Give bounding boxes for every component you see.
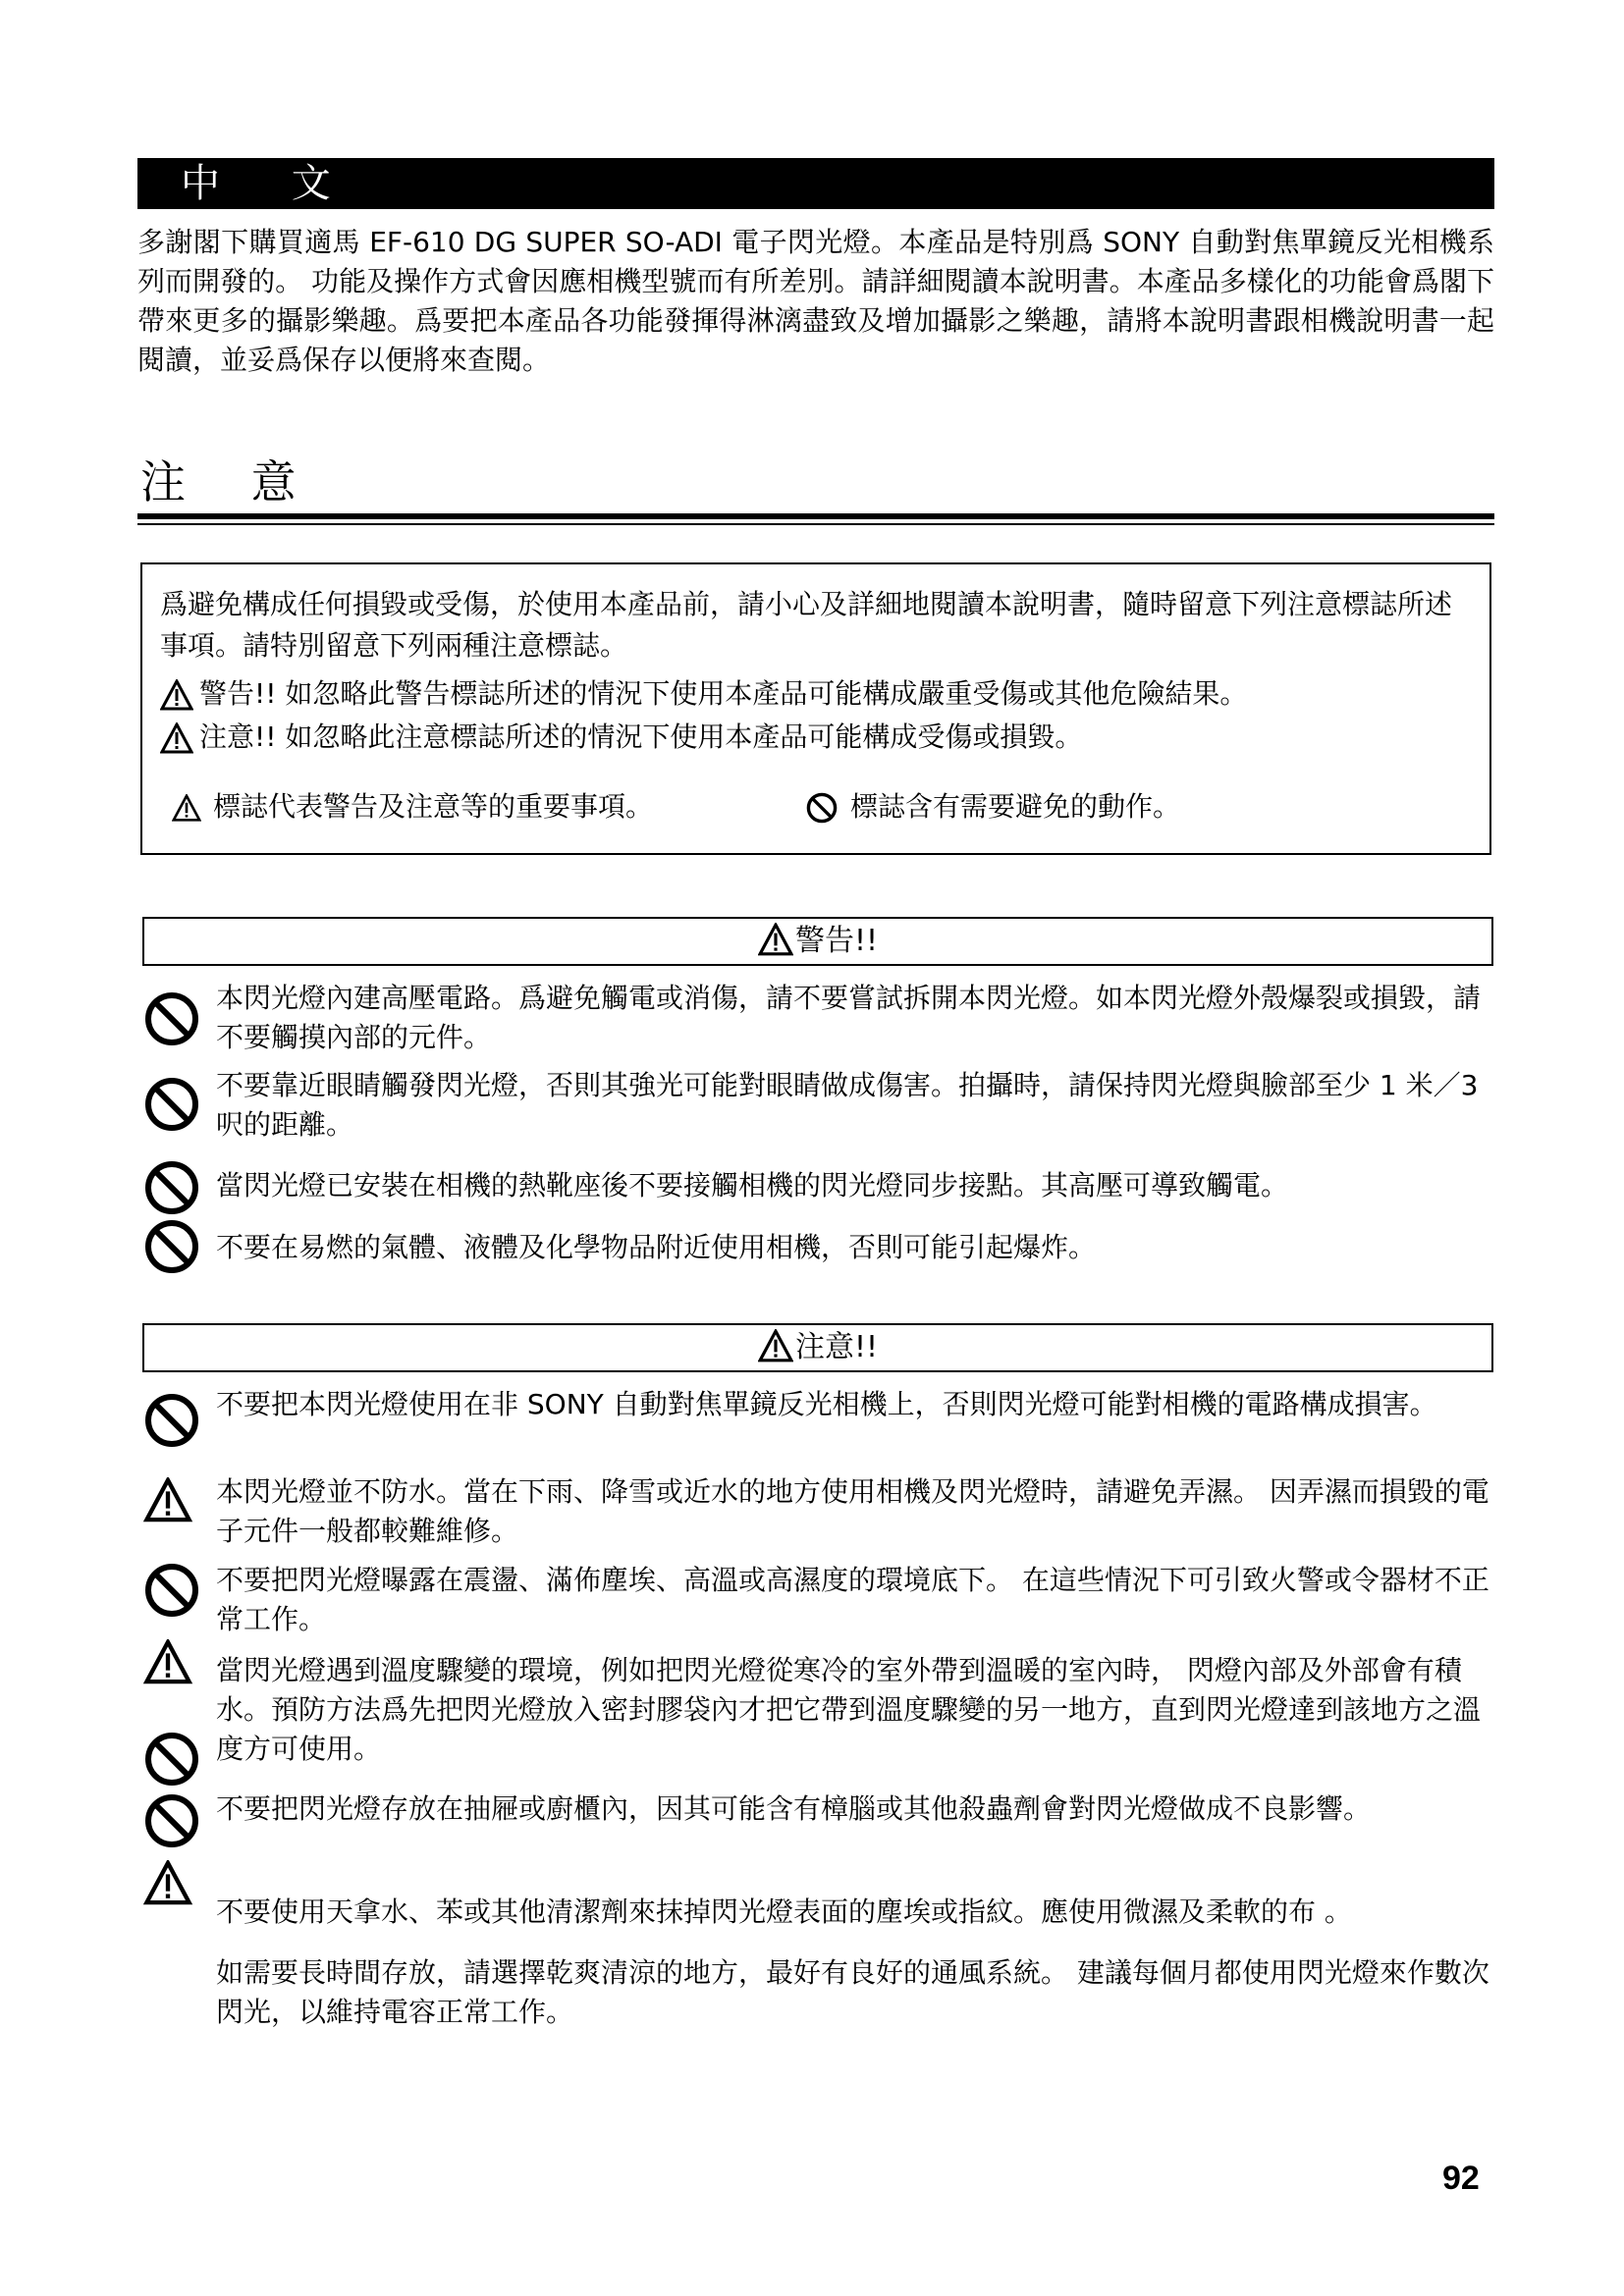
warning-item-1: 本閃光燈內建高壓電路。爲避免觸電或消傷，請不要嘗試拆開本閃光燈。如本閃光燈外殼爆裂或損毀，請不要觸摸內部的元件。 xyxy=(216,982,1482,1053)
warning-triangle-icon xyxy=(172,794,201,822)
warning-triangle-icon xyxy=(142,1639,193,1684)
prohibited-icon xyxy=(142,1561,201,1620)
prohibited-icon xyxy=(142,1730,201,1789)
prohibited-icon xyxy=(142,1791,201,1850)
legend-prohibit-text: 標誌含有需要避免的動作。 xyxy=(850,790,1181,823)
legend-prohibit xyxy=(805,785,1180,825)
heading-rule xyxy=(137,513,1494,519)
caution-item-7: 如需要長時間存放，請選擇乾爽清涼的地方，最好有良好的通風系統。 建議每個月都使用閃光燈來作數次閃光，以維持電容正常工作。 xyxy=(216,1956,1489,2028)
legend-triangle xyxy=(172,785,653,825)
warning-section-header xyxy=(142,917,1493,966)
notice-warning-line xyxy=(160,674,1247,714)
warning-triangle-icon xyxy=(758,1329,793,1362)
notice-box xyxy=(140,562,1491,855)
caution-heading: 注 意 xyxy=(140,455,322,508)
heading-rule-thin xyxy=(137,523,1494,525)
prohibited-icon xyxy=(805,791,839,825)
caution-section-header xyxy=(142,1323,1493,1372)
notice-text: 爲避免構成任何損毀或受傷，於使用本產品前，請小心及詳細地閱讀本說明書，隨時留意下列注意標誌所述事項。請特別留意下列兩種注意標誌。 xyxy=(160,588,1453,662)
warning-triangle-icon xyxy=(160,679,193,711)
page-number: 92 xyxy=(1442,2160,1480,2197)
notice-caution-text: 注意!! 如忽略此注意標誌所述的情況下使用本產品可能構成受傷或損毀。 xyxy=(199,721,1083,753)
notice-caution-line xyxy=(160,718,1082,757)
prohibited-icon xyxy=(142,1158,201,1217)
caution-section-title: 注意!! xyxy=(794,1330,879,1364)
language-label: 中 文 xyxy=(181,161,360,206)
warning-item-4: 不要在易燃的氣體、液體及化學物品附近使用相機，否則可能引起爆炸。 xyxy=(216,1231,1097,1263)
prohibited-icon xyxy=(142,989,201,1048)
caution-item-2: 本閃光燈並不防水。當在下雨、降雪或近水的地方使用相機及閃光燈時，請避免弄濕。 因弄濕而損毀的電子元件一般都較難維修。 xyxy=(216,1475,1489,1547)
warning-item-3: 當閃光燈已安裝在相機的熱靴座後不要接觸相機的閃光燈同步接點。其高壓可導致觸電。 xyxy=(216,1169,1289,1201)
caution-item-6: 不要使用天拿水、苯或其他清潔劑來抹掉閃光燈表面的塵埃或指紋。應使用微濕及柔軟的布 。 xyxy=(216,1896,1352,1928)
warning-section-title: 警告!! xyxy=(794,924,879,958)
notice-warning-text: 警告!! 如忽略此警告標誌所述的情況下使用本產品可能構成嚴重受傷或其他危險結果。 xyxy=(199,677,1248,710)
caution-item-5: 不要把閃光燈存放在抽屜或廚櫃內，因其可能含有樟腦或其他殺蟲劑會對閃光燈做成不良影響。 xyxy=(216,1792,1372,1825)
legend-triangle-text: 標誌代表警告及注意等的重要事項。 xyxy=(213,790,654,823)
caution-item-4: 當閃光燈遇到溫度驟變的環境，例如把閃光燈從寒冷的室外帶到溫暖的室內時， 閃燈內部及外部會有積水。預防方法爲先把閃光燈放入密封膠袋內才把它帶到溫度驟變的另一地方，直到閃光燈達到該地方之溫度方可使用。 xyxy=(216,1654,1482,1765)
caution-item-3: 不要把閃光燈曝露在震盪、滿佈塵埃、高溫或高濕度的環境底下。 在這些情況下可引致火警或令器材不正常工作。 xyxy=(216,1564,1489,1635)
prohibited-icon xyxy=(142,1391,201,1450)
language-header-bar xyxy=(137,158,1494,209)
warning-triangle-icon xyxy=(160,722,193,754)
warning-triangle-icon xyxy=(142,1477,193,1522)
intro-paragraph: 多謝閣下購買適馬 EF-610 DG SUPER SO-ADI 電子閃光燈。本產品是特別爲 SONY 自動對焦單鏡反光相機系列而開發的。 功能及操作方式會因應相機型號而有所差別。請詳細閱讀本說明書。本產品多樣化的功能會爲閣下帶來更多的攝影樂趣。爲要把本產品各功能發揮得淋漓盡致及增加攝影之樂趣，請將本說明書跟相機說明書一起閱讀，並妥爲保存以便將來查閱。 xyxy=(137,226,1494,376)
warning-item-2: 不要靠近眼睛觸發閃光燈，否則其強光可能對眼睛做成傷害。拍攝時，請保持閃光燈與臉部至少 1 米／3 呎的距離。 xyxy=(216,1069,1479,1141)
warning-triangle-icon xyxy=(142,1860,193,1905)
prohibited-icon xyxy=(142,1075,201,1134)
warning-triangle-icon xyxy=(758,923,793,956)
caution-item-1: 不要把本閃光燈使用在非 SONY 自動對焦單鏡反光相機上，否則閃光燈可能對相機的電路構成損害。 xyxy=(216,1388,1437,1420)
prohibited-icon xyxy=(142,1217,201,1276)
